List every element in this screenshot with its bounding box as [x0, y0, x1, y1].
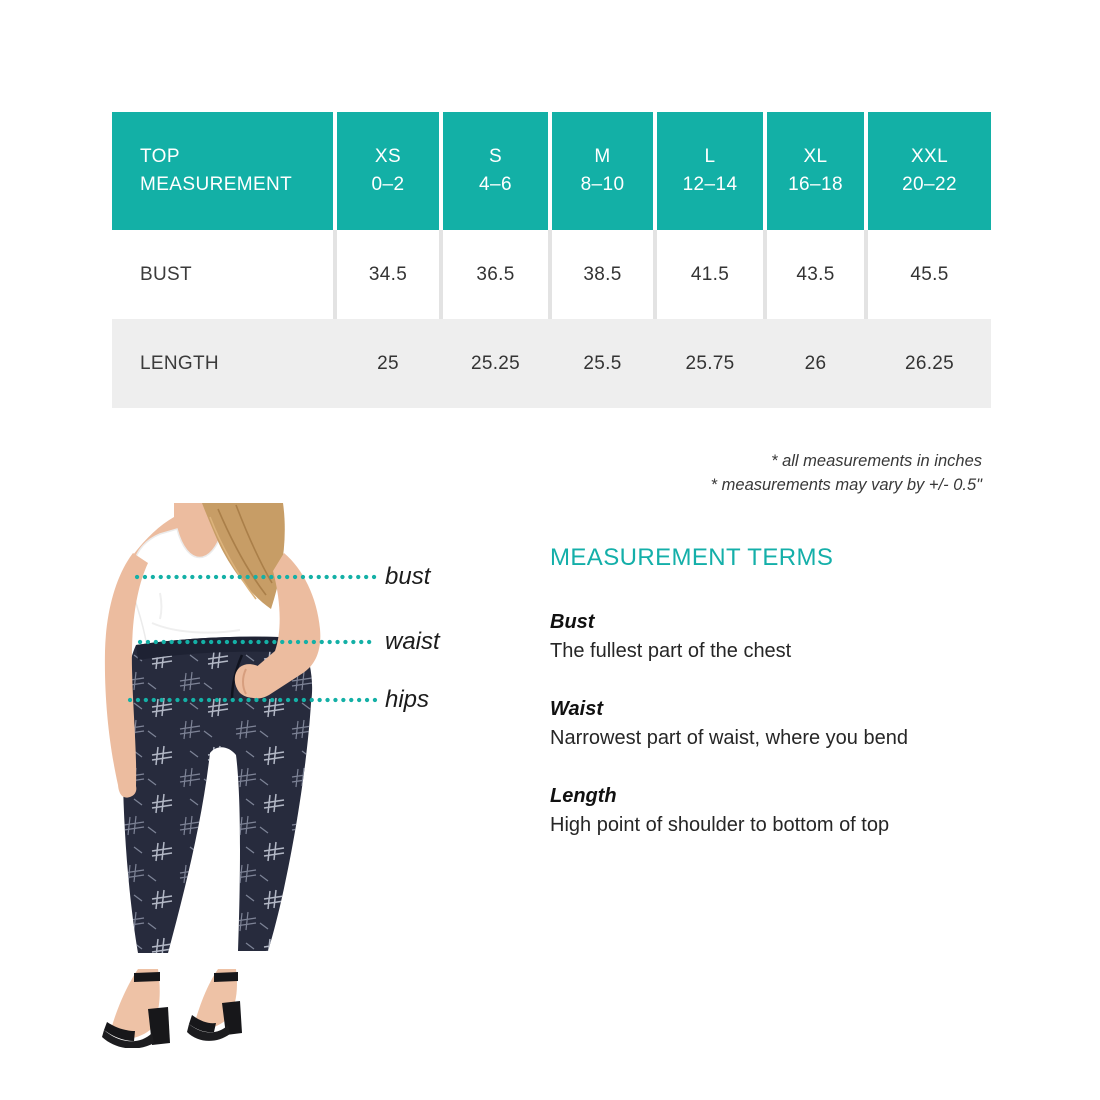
length-value-xxl: 26.25	[868, 319, 991, 408]
size-range: 0–2	[371, 174, 405, 195]
size-name: L	[704, 146, 716, 167]
size-range: 4–6	[479, 174, 512, 195]
bust-value-l: 41.5	[657, 230, 767, 319]
table-row-length	[112, 319, 991, 408]
size-header-xxl	[868, 112, 991, 230]
size-range: 20–22	[902, 174, 957, 195]
size-header-xs	[337, 112, 443, 230]
size-header-xl	[767, 112, 868, 230]
waist-line-label: waist	[385, 628, 440, 655]
size-range: 16–18	[788, 174, 843, 195]
size-header-l	[657, 112, 767, 230]
size-name: XL	[803, 146, 828, 167]
bust-value-xl: 43.5	[767, 230, 868, 319]
size-range: 12–14	[682, 174, 738, 195]
note-line: * measurements may vary by +/- 0.5"	[710, 476, 982, 494]
length-value-s: 25.25	[443, 319, 552, 408]
table-header-title-cell	[112, 112, 337, 230]
table-row-bust	[112, 230, 991, 319]
terms-heading: MEASUREMENT TERMS	[550, 544, 834, 571]
right-shoe-ankle-strap	[214, 972, 238, 982]
table-title: TOP MEASUREMENT	[140, 146, 293, 195]
bust-value-xxl: 45.5	[868, 230, 991, 319]
term-definition: The fullest part of the chest	[550, 640, 792, 662]
measurement-notes	[711, 449, 982, 497]
term-name: Waist	[550, 698, 603, 720]
term-waist	[550, 695, 1020, 753]
measurement-terms-section	[550, 544, 1020, 869]
size-name: XS	[374, 146, 402, 167]
row-label: LENGTH	[112, 319, 337, 408]
model-figure-illustration	[90, 503, 390, 1048]
size-range: 8–10	[580, 174, 625, 195]
bust-value-xs: 34.5	[337, 230, 443, 319]
size-chart-table	[112, 112, 991, 408]
left-shoe-ankle-strap	[134, 972, 160, 982]
bust-line-label: bust	[385, 563, 431, 590]
size-name: S	[488, 146, 503, 167]
size-header-m	[552, 112, 657, 230]
hips-line-label: hips	[385, 686, 430, 713]
size-header-s	[443, 112, 552, 230]
table-header-row	[112, 112, 991, 230]
term-definition: High point of shoulder to bottom of top	[550, 814, 890, 836]
bust-value-s: 36.5	[443, 230, 552, 319]
row-label: BUST	[112, 230, 337, 319]
size-name: XXL	[910, 146, 949, 167]
length-value-xs: 25	[337, 319, 443, 408]
term-definition: Narrowest part of waist, where you bend	[550, 727, 908, 749]
note-line: * all measurements in inches	[771, 452, 982, 470]
size-name: M	[594, 146, 611, 167]
length-value-xl: 26	[767, 319, 868, 408]
term-name: Length	[550, 785, 617, 807]
term-length	[550, 782, 1020, 840]
bust-value-m: 38.5	[552, 230, 657, 319]
length-value-l: 25.75	[657, 319, 767, 408]
length-value-m: 25.5	[552, 319, 657, 408]
term-bust	[550, 608, 1020, 666]
term-name: Bust	[550, 611, 595, 633]
